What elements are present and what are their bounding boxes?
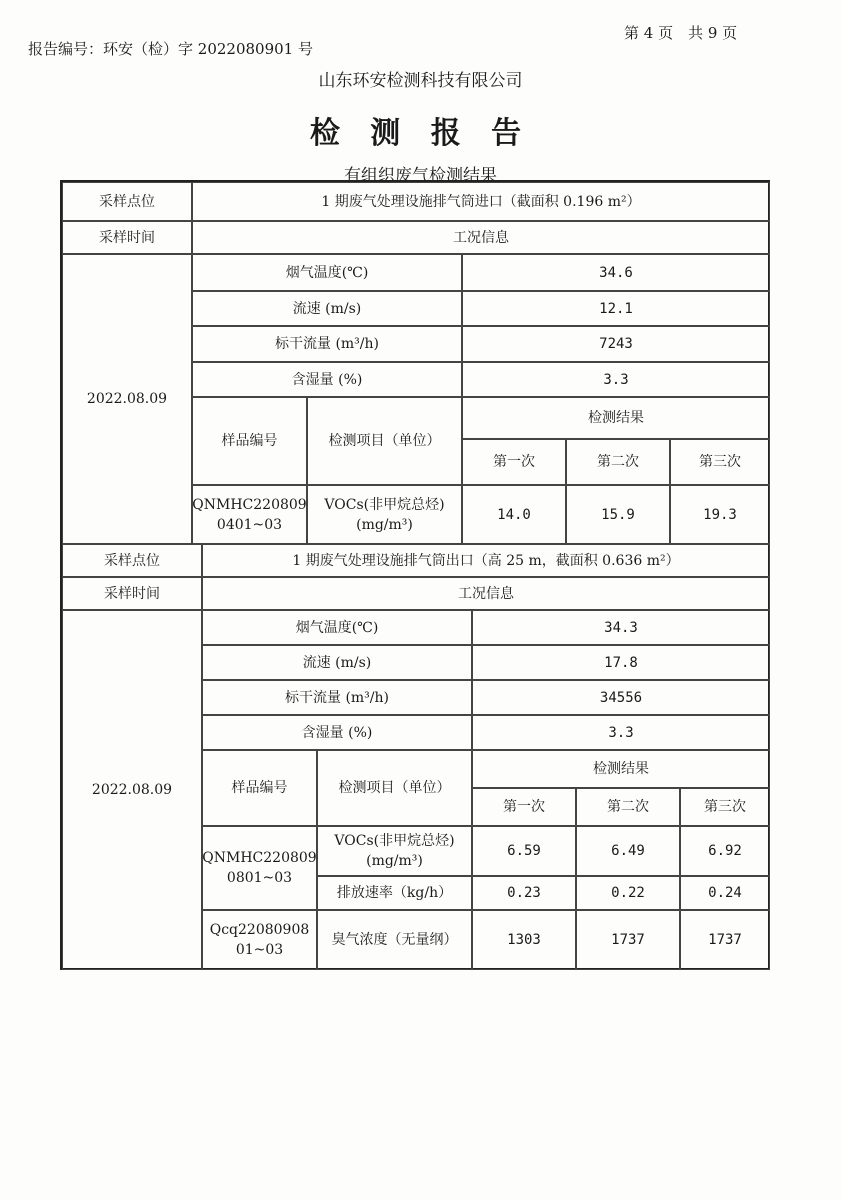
outlet-run2-2: 0.22 <box>576 876 680 910</box>
inlet-run1: 14.0 <box>462 485 566 544</box>
std-flow-label-2: 标干流量 (m³/h) <box>202 680 472 715</box>
outlet-flue-temp: 34.3 <box>472 610 770 645</box>
inlet-moisture: 3.3 <box>462 362 770 397</box>
test-item-label: 检测项目（单位） <box>307 397 462 485</box>
inlet-item: VOCs(非甲烷总烃) (mg/m³) <box>307 485 462 544</box>
sampling-time-label-2: 采样时间 <box>62 577 202 610</box>
report-number: 报告编号：环安（检）字 2022080901 号 <box>28 40 313 58</box>
page-number: 第 4 页 共 9 页 <box>624 24 738 42</box>
run3-label: 第三次 <box>670 439 770 485</box>
outlet-run2-1: 6.49 <box>576 826 680 876</box>
run2-label-2: 第二次 <box>576 788 680 826</box>
sampling-time-label: 采样时间 <box>62 221 192 254</box>
outlet-item-2: 排放速率（kg/h） <box>317 876 472 910</box>
outlet-moisture: 3.3 <box>472 715 770 750</box>
std-flow-label: 标干流量 (m³/h) <box>192 326 462 362</box>
outlet-run1-1: 6.59 <box>472 826 576 876</box>
outlet-run3-2: 0.24 <box>680 876 770 910</box>
results-table <box>60 180 770 970</box>
outlet-item-3: 臭气浓度（无量纲） <box>317 910 472 970</box>
outlet-point: 1 期废气处理设施排气筒出口（高 25 m，截面积 0.636 m²） <box>202 544 770 577</box>
run2-label: 第二次 <box>566 439 670 485</box>
outlet-flow-speed: 17.8 <box>472 645 770 680</box>
conditions-label-2: 工况信息 <box>202 577 770 610</box>
inlet-point: 1 期废气处理设施排气筒进口（截面积 0.196 m²） <box>192 182 770 221</box>
sampling-point-label-2: 采样点位 <box>62 544 202 577</box>
conditions-label: 工况信息 <box>192 221 770 254</box>
outlet-run1-2: 0.23 <box>472 876 576 910</box>
outlet-run2-3: 1737 <box>576 910 680 970</box>
inlet-run3: 19.3 <box>670 485 770 544</box>
run3-label-2: 第三次 <box>680 788 770 826</box>
flow-speed-label: 流速 (m/s) <box>192 291 462 326</box>
inlet-flue-temp: 34.6 <box>462 254 770 291</box>
table-subtitle: 有组织废气检测结果 <box>344 166 497 186</box>
sampling-point-label: 采样点位 <box>62 182 192 221</box>
outlet-item-1: VOCs(非甲烷总烃) (mg/m³) <box>317 826 472 876</box>
flow-speed-label-2: 流速 (m/s) <box>202 645 472 680</box>
report-title: 检 测 报 告 <box>309 116 532 151</box>
outlet-run3-1: 6.92 <box>680 826 770 876</box>
outlet-date: 2022.08.09 <box>62 610 202 970</box>
outlet-std-flow: 34556 <box>472 680 770 715</box>
inlet-sample-no: QNMHC220809 0401~03 <box>192 485 307 544</box>
flue-temp-label-2: 烟气温度(℃) <box>202 610 472 645</box>
outlet-sample-no-2: Qcq22080908 01~03 <box>202 910 317 970</box>
outlet-sample-no-1: QNMHC220809 0801~03 <box>202 826 317 910</box>
inlet-run2: 15.9 <box>566 485 670 544</box>
moisture-label: 含湿量 (%) <box>192 362 462 397</box>
sample-no-label: 样品编号 <box>192 397 307 485</box>
sample-no-label-2: 样品编号 <box>202 750 317 826</box>
flue-temp-label: 烟气温度(℃) <box>192 254 462 291</box>
run1-label: 第一次 <box>462 439 566 485</box>
inlet-date: 2022.08.09 <box>62 254 192 544</box>
result-label-2: 检测结果 <box>472 750 770 788</box>
inlet-flow-speed: 12.1 <box>462 291 770 326</box>
moisture-label-2: 含湿量 (%) <box>202 715 472 750</box>
inlet-std-flow: 7243 <box>462 326 770 362</box>
test-item-label-2: 检测项目（单位） <box>317 750 472 826</box>
result-label: 检测结果 <box>462 397 770 439</box>
company-name: 山东环安检测科技有限公司 <box>318 71 523 91</box>
outlet-run1-3: 1303 <box>472 910 576 970</box>
outlet-run3-3: 1737 <box>680 910 770 970</box>
run1-label-2: 第一次 <box>472 788 576 826</box>
